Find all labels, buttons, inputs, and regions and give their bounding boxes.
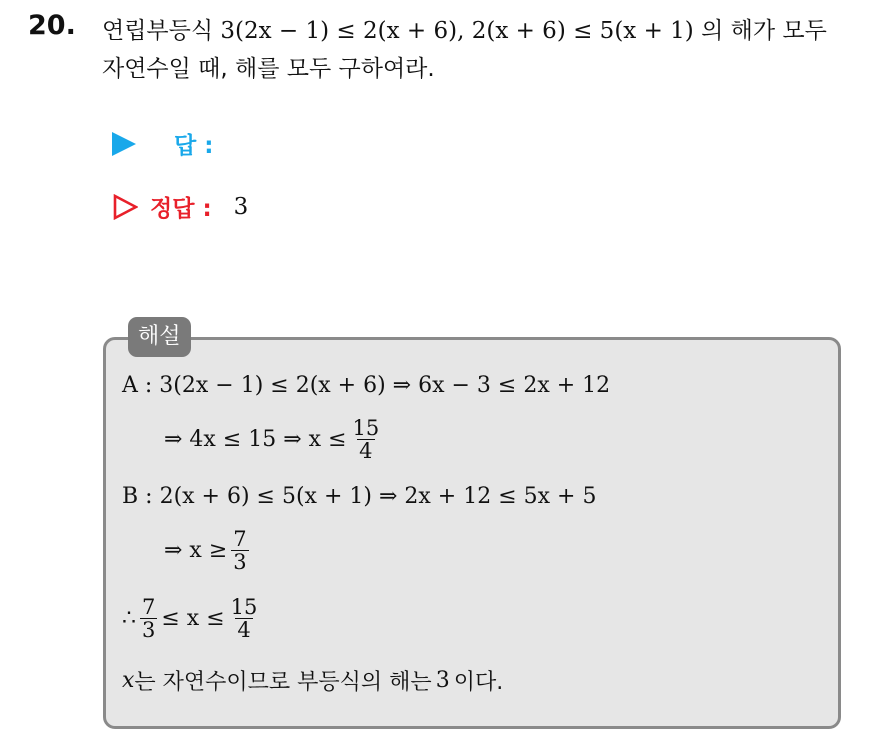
play-triangle-icon xyxy=(112,132,136,156)
conclusion-end: 이다. xyxy=(453,670,504,695)
correct-answer-value: 3 xyxy=(233,193,249,220)
answer-row xyxy=(112,127,213,160)
solution-tag: 해설 xyxy=(128,317,191,357)
conclusion-value: 3 xyxy=(435,668,450,693)
fraction-denominator: 3 xyxy=(142,618,156,643)
fraction-7-3 xyxy=(231,528,248,573)
range-middle: ≤ x ≤ xyxy=(161,606,225,632)
fraction-denominator: 4 xyxy=(359,439,373,464)
correct-answer-row xyxy=(112,190,248,223)
question-text: 연립부등식 xyxy=(102,18,214,44)
fraction-denominator: 4 xyxy=(237,618,251,643)
question-line-1 xyxy=(102,12,827,45)
solution-line-a2 xyxy=(164,417,385,462)
question-math: 3(2x − 1) ≤ 2(x + 6), 2(x + 6) ≤ 5(x + 1) xyxy=(220,18,694,44)
conclusion-text: 는 자연수이므로 부등식의 해는 xyxy=(134,670,432,695)
conclusion-variable: x xyxy=(122,668,135,693)
outline-triangle-icon xyxy=(112,194,138,220)
fraction-numerator: 7 xyxy=(233,527,247,551)
therefore-symbol: ∴ xyxy=(122,606,136,632)
fraction-numerator: 15 xyxy=(352,416,380,440)
question-number: 20. xyxy=(28,10,76,41)
fraction-7-3-lower xyxy=(140,596,157,641)
answer-label: 답 : xyxy=(174,133,214,159)
solution-line-b: B : 2(x + 6) ≤ 5(x + 1) ⇒ 2x + 12 ≤ 5x + 5 xyxy=(122,484,597,509)
solution-line-b2 xyxy=(164,528,253,573)
solution-line-a2-text: ⇒ 4x ≤ 15 ⇒ x ≤ xyxy=(164,427,347,453)
correct-answer-label: 정답 : xyxy=(150,196,212,222)
question-suffix: 의 해가 모두 xyxy=(701,18,827,44)
fraction-15-4 xyxy=(351,417,382,462)
solution-line-a: A : 3(2x − 1) ≤ 2(x + 6) ⇒ 6x − 3 ≤ 2x + 12 xyxy=(122,373,611,398)
question-line-2: 자연수일 때, 해를 모두 구하여라. xyxy=(102,56,435,82)
solution-line-b2-text: ⇒ x ≥ xyxy=(164,538,228,564)
fraction-15-4-upper xyxy=(229,596,260,641)
fraction-denominator: 3 xyxy=(233,550,247,575)
solution-conclusion xyxy=(122,665,503,696)
solution-line-range xyxy=(122,596,263,641)
fraction-numerator: 15 xyxy=(230,595,258,619)
fraction-numerator: 7 xyxy=(142,595,156,619)
